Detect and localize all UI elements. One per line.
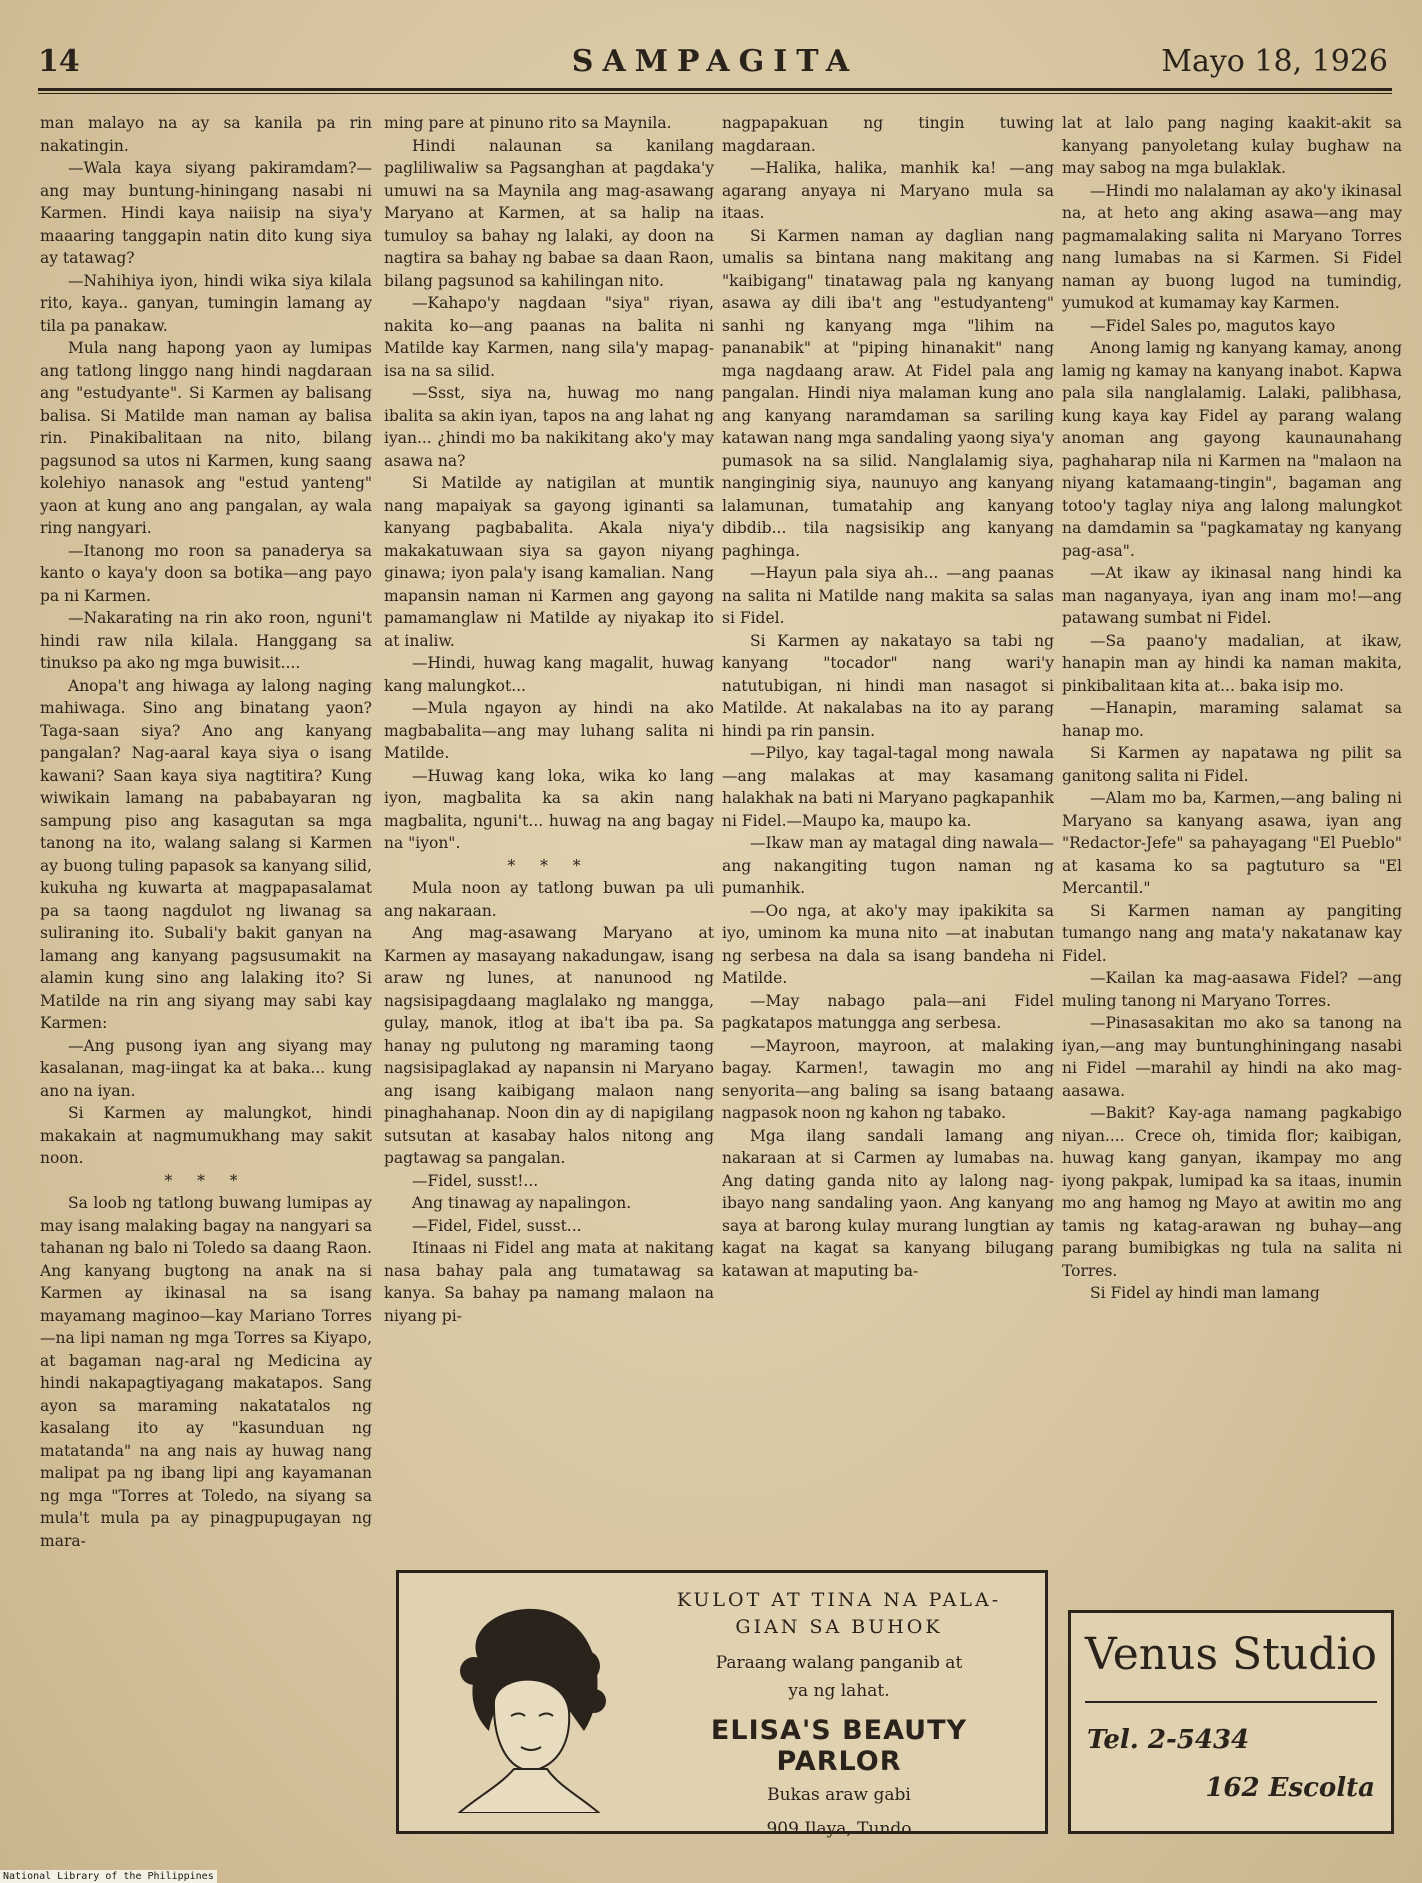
paragraph: Mula nang hapong yaon ay lumipas ang tatlong linggo nang hindi nagdaraan ang "estudyante". Si Karmen ay balisang balisa. Si Matilde man naman ay balisa rin. Pinakibalitaan na nito, bilang pagsunod sa utos ni Karmen, kung saang kolehiyo nanasok ang "estud yanteng" yaon at kung ano ang pangalan, ay wala ring nangyari. (40, 339, 372, 537)
header-rule (38, 88, 1392, 91)
paragraph: Si Matilde ay natigilan at muntik nang mapaiyak sa gayong iginanti sa kanyang pagbabalita. Akala niya'y makakatuwaan siya sa gayon niyang ginawa; iyon pala'y isang kamalian. Nang mapansin naman ni Karmen ang gayong pamamanglaw ni Matilde ay niyakap ito at inaliw. (384, 474, 714, 650)
header-rule-thin (38, 93, 1392, 94)
paragraph: —Alam mo ba, Karmen,—ang baling ni Maryano sa kanyang asawa, iyan ang "Redactor-Jefe" sa pahayagang "El Pueblo" at kasama ko sa pagtuturo sa "El Mercantil." (1062, 789, 1402, 897)
paragraph: —May nabago pala—ani Fidel pagkatapos matungga ang serbesa. (722, 991, 1054, 1032)
paragraph: —Ssst, siya na, huwag mo nang ibalita sa akin iyan, tapos na ang lahat ng iyan... ¿hindi mo ba nakikitang ako'y may asawa na? (384, 384, 714, 470)
woman-portrait-illustration (419, 1591, 629, 1813)
page-number: 14 (38, 44, 80, 79)
paragraph: —Ang pusong iyan ang siyang may kasalanan, mag-iingat ka at baka... kung ano na iyan. (40, 1036, 372, 1100)
paragraph: Si Karmen ay napatawa ng pilit sa ganitong salita ni Fidel. (1062, 744, 1402, 785)
paragraph: * * * (507, 856, 591, 875)
paragraph: —Fidel, susst!... (412, 1171, 539, 1190)
studio-address: 162 Escolta (1205, 1773, 1375, 1803)
paragraph: Anopa't ang hiwaga ay lalong naging mahiwaga. Sino ang binatang yaon? Taga-saan siya? Ano ang kanyang pangalan? Nag-aaral kaya siya o isang kawani? Saan kaya siya nagtitira? Kung wiwikain lamang na pababayaran ng sampung piso ang kasagutan sa mga tanong na ito, walang salang si Karmen ay buong tuling papasok sa kanyang silid, kukuha ng kuwarta at magpapasalamat pa sa taong nagdulot ng liwanag sa suliraning ito. Subali'y bakit ganyan na lamang ang kanyang pagsusumakit na alamin kung sino ang lalaking ito? Si Matilde na rin ang siyang may sabi kay Karmen: (40, 676, 372, 1032)
paragraph: Si Karmen naman ay pangiting tumango nang ang mata'y nakatanaw kay Fidel. (1062, 901, 1402, 965)
paragraph: ming pare at pinuno rito sa Maynila. (384, 114, 672, 132)
venus-studio-ad (1068, 1610, 1394, 1834)
column-2 (384, 112, 714, 1562)
page-header (38, 38, 1392, 84)
paragraph: Ang tinawag ay napalingon. (412, 1194, 632, 1212)
paragraph: lat at lalo pang naging kaakit-akit sa kanyang panyoletang kulay bughaw na may sabog na mga bulaklak. (1062, 114, 1402, 177)
library-credit: National Library of the Philippines (0, 1870, 217, 1883)
masthead: SAMPAGITA (571, 44, 859, 79)
paragraph: —Hindi, huwag kang magalit, huwag kang malungkot... (384, 654, 714, 695)
paragraph: * * * (164, 1171, 248, 1190)
paragraph: —Kahapo'y nagdaan "siya" riyan, nakita ko—ang paanas na balita ni Matilde kay Karmen, nang sila'y mapag-isa na sa silid. (384, 294, 714, 380)
ad-headline-1: KULOT AT TINA NA PALA- (676, 1589, 1002, 1611)
studio-rule (1085, 1701, 1377, 1703)
ad-brand: ELISA'S BEAUTY PARLOR (710, 1715, 968, 1777)
ad-headline-2: GIAN SA BUHOK (735, 1616, 943, 1638)
paragraph: —Fidel Sales po, magutos kayo (1090, 316, 1336, 335)
issue-date: Mayo 18, 1926 (1161, 44, 1388, 79)
paragraph: —Wala kaya siyang pakiramdam?— ang may buntung-hiningang nasabi ni Karmen. Hindi kaya naiisip na siya'y maaaring tanggapin natin dito kung siya ay tatawag? (40, 159, 372, 267)
column-3 (722, 112, 1054, 1562)
paragraph: Itinaas ni Fidel ang mata at nakitang nasa bahay pala ang tumatawag sa kanya. Sa bahay pa namang malaon na niyang pi- (384, 1239, 714, 1325)
paragraph: man malayo na ay sa kanila pa rin nakatingin. (40, 114, 372, 155)
paragraph: —Huwag kang loka, wika ko lang iyon, magbalita ka sa akin nang magbalita, nguni't... huwag na ang bagay na "iyon". (384, 766, 714, 852)
paragraph: —Oo nga, at ako'y may ipakikita sa iyo, uminom ka muna nito —at inabutan ng serbesa na dala sa isang bandeha ni Matilde. (722, 901, 1054, 987)
ad-subtext-2: ya ng lahat. (788, 1681, 890, 1701)
paragraph: —Hindi mo nalalaman ay ako'y ikinasal na, at heto ang aking asawa—ang may pagmamalaking salita ni Maryano Torres nang lumabas na si Karmen. Si Fidel naman ay buong lugod na tumindig, yumukod at kumamay kay Karmen. (1062, 181, 1402, 312)
paragraph: —At ikaw ay ikinasal nang hindi ka man naganyaya, iyan ang inam mo!—ang patawang sumbat ni Fidel. (1062, 564, 1402, 627)
paragraph: Ang mag-asawang Maryano at Karmen ay masayang nakadungaw, isang araw ng lunes, at nanunood ng nagsisipagdaang maglalako ng mangga, gulay, manok, itlog at iba't iba pa. Sa hanay ng pulutong ng maraming taong nagsisipaglakad ay napansin ni Maryano ang isang kaibigang malaon nang pinaghahanap. Noon din ay di napigilang sutsutan at kasabay halos nitong ang pagtawag sa pangalan. (384, 924, 714, 1167)
paragraph: —Itanong mo roon sa panaderya sa kanto o kaya'y doon sa botika—ang payo pa ni Karmen. (40, 541, 372, 605)
paragraph: —Bakit? Kay-aga namang pagkabigo niyan.... Crece oh, timida flor; kaibigan, huwag kang ganyan, ikampay mo ang iyong pakpak, lumipad ka sa itaas, inumin mo ang hamog ng Mayo at awitin mo ang tamis ng katag-arawan ng buhay—ang parang bumibigkas ng tula na salita ni Torres. (1062, 1104, 1402, 1280)
paragraph: —Kailan ka mag-aasawa Fidel? —ang muling tanong ni Maryano Torres. (1062, 969, 1402, 1010)
paragraph: —Ikaw man ay matagal ding nawala—ang nakangiting tugon naman ng pumanhik. (722, 834, 1054, 897)
paragraph: —Hanapin, maraming salamat sa hanap mo. (1062, 699, 1402, 740)
studio-name: Venus Studio (1085, 1629, 1377, 1680)
ad-text (649, 1587, 1029, 1839)
paragraph: Anong lamig ng kanyang kamay, anong lamig ng kamay na kanyang inabot. Kapwa pala sila nanglalamig. Lalaki, palibhasa, kung kaya kay Fidel ay parang walang anoman ang gayong kaunaunahang paghaharap nila ni Karmen na "malaon na niyang katamaang-tingin", bagaman ang totoo'y taglay niya ang lalong malungkot na damdamin sa "pagkamatay ng kanyang pag-asa". (1062, 339, 1402, 560)
studio-tel: Tel. 2-5434 (1087, 1725, 1250, 1755)
beauty-parlor-ad (396, 1570, 1048, 1839)
paragraph: —Mayroon, mayroon, at malaking bagay. Karmen!, tawagin mo ang senyorita—ang baling sa isang bataang nagpasok noon ng kahon ng tabako. (722, 1036, 1054, 1122)
paragraph: nagpapakuan ng tingin tuwing magdaraan. (722, 114, 1054, 155)
paragraph: Si Karmen ay nakatayo sa tabi ng kanyang "tocador" nang wari'y natutubigan, ni hindi man nasagot si Matilde. At nakalabas na ito ay parang hindi pa rin pansin. (722, 631, 1054, 740)
paragraph: Si Fidel ay hindi man lamang (1090, 1284, 1320, 1302)
paragraph: —Halika, halika, manhik ka! —ang agarang anyaya ni Maryano mula sa itaas. (722, 159, 1054, 222)
paragraph: —Fidel, Fidel, susst... (412, 1216, 582, 1235)
paragraph: Si Karmen ay malungkot, hindi makakain at nagmumukhang may sakit noon. (40, 1104, 372, 1167)
paragraph: —Pilyo, kay tagal-tagal mong nawala—ang malakas at may kasamang halakhak na bati ni Maryano pagkapanhik ni Fidel.—Maupo ka, maupo ka. (722, 744, 1054, 830)
paragraph: —Mula ngayon ay hindi na ako magbabalita—ang may luhang salita ni Matilde. (384, 699, 714, 762)
paragraph: —Nakarating na rin ako roon, nguni't hindi raw nila kilala. Hanggang sa tinukso pa ako ng mga buwisit.... (40, 609, 372, 672)
paragraph: —Sa paano'y madalian, at ikaw, hanapin man ay hindi ka naman makita, pinkibalitaan kita at... baka isip mo. (1062, 631, 1402, 695)
paragraph: Si Karmen naman ay daglian nang umalis sa bintana nang makitang ang "kaibigang" tinatawag pala ng kanyang asawa ay dili iba't ang "estudyanteng" sanhi ng kanyang mga "lihim na pananabik" at "piping hinanakit" nang mga nagdaang araw. At Fidel pala ang pangalan. Hindi niya malaman kung ano ang kanyang naramdaman sa sariling katawan nang mga sandaling yaong siya'y pumasok na sa silid. Nanglalamig siya, nanginginig siya, naunuyo ang kanyang lalamunan, tumatahip ang kanyang dibdib... tila nagsisikip ang kanyang paghinga. (722, 226, 1054, 560)
paragraph: Mga ilang sandali lamang ang nakaraan at si Carmen ay lumabas na. Ang dating ganda nito ay lalong nag-ibayo nang sandaling yaon. Ang kanyang saya at barong kulay murang lungtian ay kagat na kagat sa kanyang bilugang katawan at maputing ba- (722, 1126, 1054, 1280)
ad-address: 909 Ilaya, Tundo (766, 1819, 912, 1839)
paragraph: Mula noon ay tatlong buwan pa uli ang nakaraan. (384, 879, 714, 920)
paragraph: —Hayun pala siya ah... —ang paanas na salita ni Matilde nang makita sa salas si Fidel. (722, 564, 1054, 627)
paragraph: Sa loob ng tatlong buwang lumipas ay may isang malaking bagay na nangyari sa tahanan ng balo ni Toledo sa daang Raon. Ang kanyang bugtong na anak na si Karmen ay ikinasal na sa isang mayamang maginoo—kay Mariano Torres—na lipi naman ng mga Torres sa Kiyapo, at bagaman nag-aral ng Medicina ay hindi nakapagtiyagang makatapos. Sang ayon sa maraming nakatatalos ng kasalang ito ay "kasunduan ng matatanda" na ang nais ay huwag nang malipat pa ng ibang lipi ang kayamanan ng mga "Torres at Toledo, na siyang sa mula't mula pa ay pinagpupugayan ng mara- (40, 1194, 372, 1550)
ad-hours: Bukas araw gabi (767, 1785, 911, 1805)
paragraph: Hindi nalaunan sa kanilang pagliliwaliw sa Pagsanghan at pagdaka'y umuwi na sa Maynila ang mag-asawang Maryano at Karmen, at sa halip na tumuloy sa bahay ng lalaki, ay doon na nagtira sa bahay ng babae sa daan Raon, bilang pagsunod sa kahilingan nito. (384, 136, 714, 290)
column-4 (1062, 112, 1402, 1557)
column-1 (40, 112, 372, 1852)
ad-subtext-1: Paraang walang panganib at (715, 1653, 963, 1673)
paragraph: —Pinasasakitan mo ako sa tanong na iyan,—ang may buntunghiningang nasabi ni Fidel —marahil ay hindi na ako mag-aasawa. (1062, 1014, 1402, 1100)
paragraph: —Nahihiya iyon, hindi wika siya kilala rito, kaya.. ganyan, tumingin lamang ay tila pa panakaw. (40, 271, 372, 335)
